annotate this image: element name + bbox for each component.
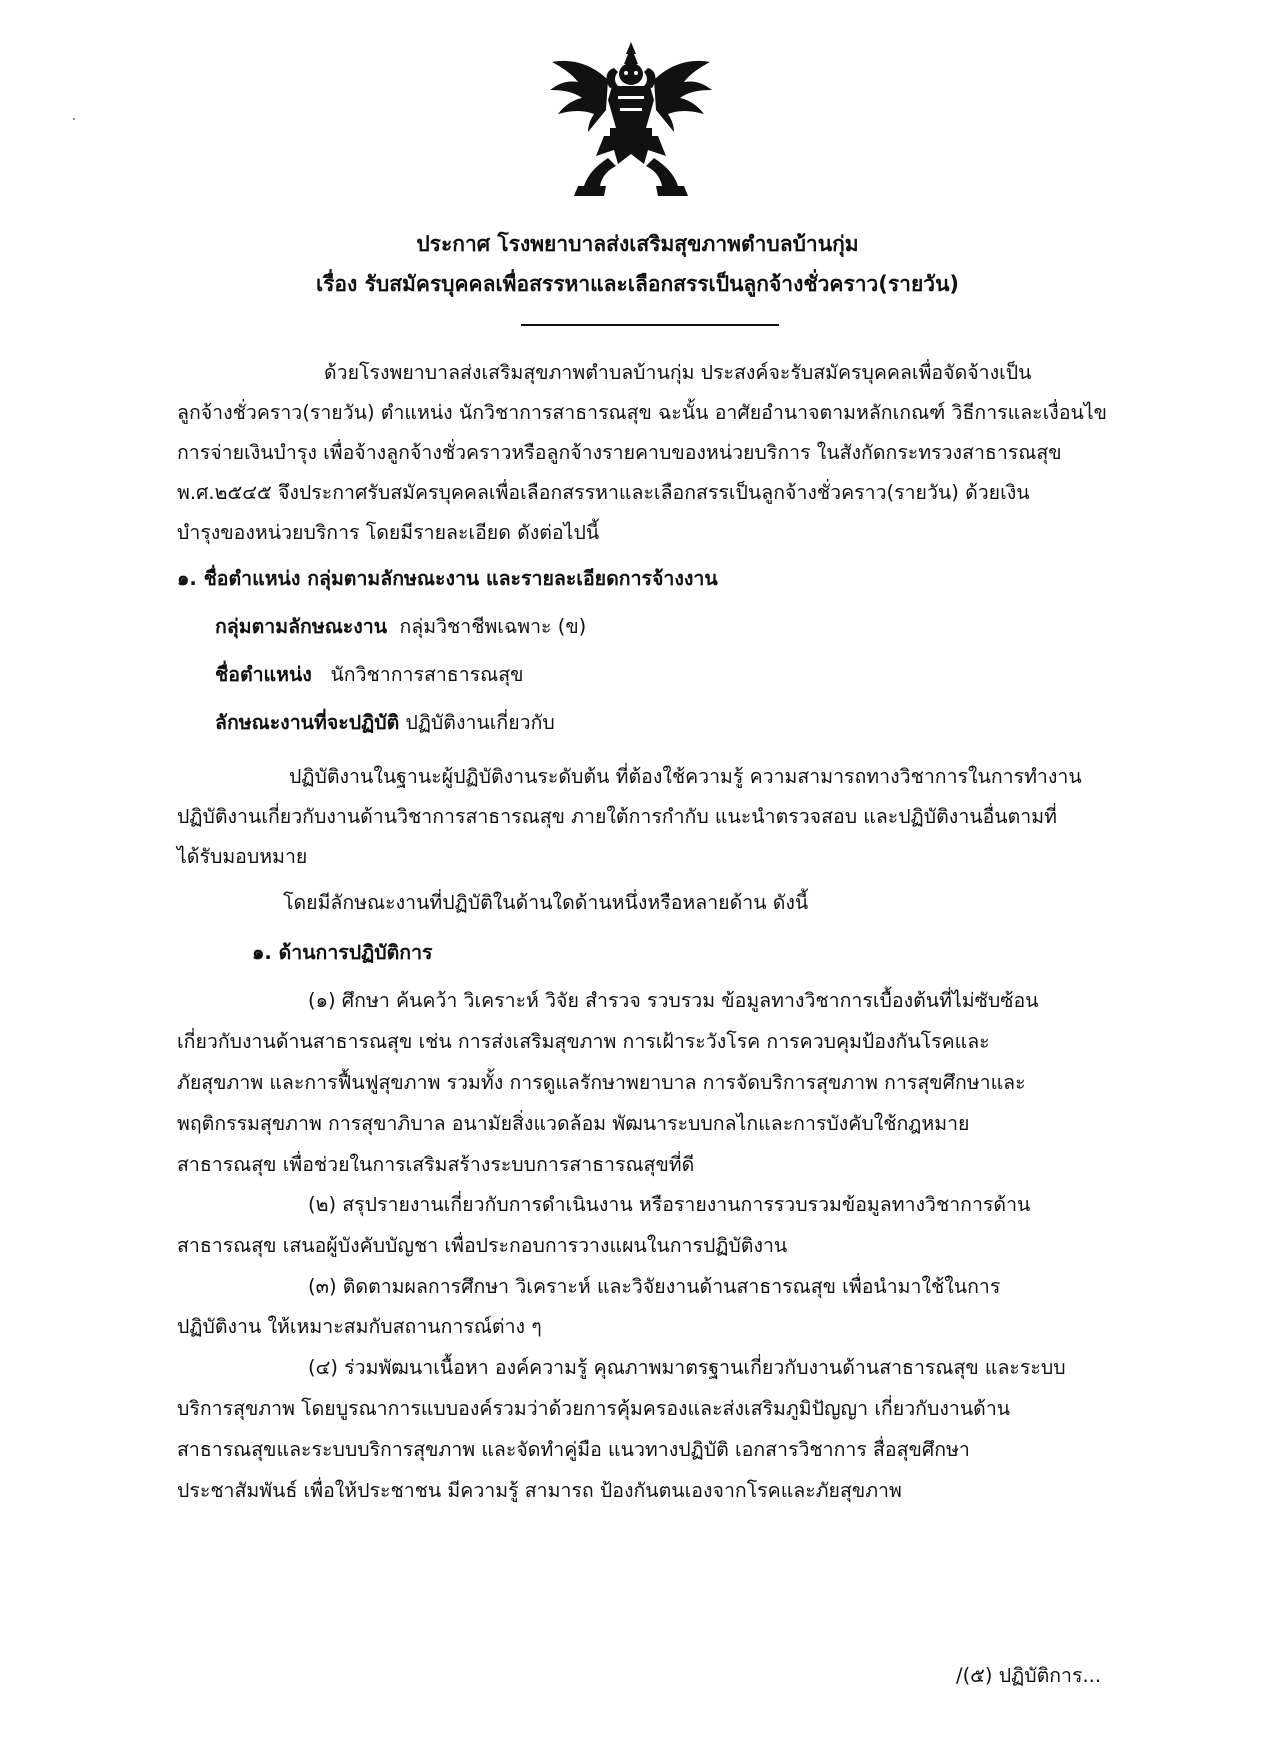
duty-desc-line: ปฏิบัติงานเกี่ยวกับงานด้านวิชาการสาธารณสุข ภายใต้การกำกับ แนะนำตรวจสอบ และปฏิบัติงานอื่นตามที่: [177, 805, 1057, 828]
duty-row: [215, 712, 555, 734]
intro-line: พ.ศ.๒๕๔๕ จึงประกาศรับสมัครบุคคลเพื่อเลือกสรรหาและเลือกสรรเป็นลูกจ้างชั่วคราว(รายวัน) ด้วยเงิน: [177, 481, 1030, 504]
intro-line: ด้วยโรงพยาบาลส่งเสริมสุขภาพตำบลบ้านกุ่ม ประสงค์จะรับสมัครบุคคลเพื่อจัดจ้างเป็น: [324, 361, 1032, 384]
group-value: กลุ่มวิชาชีพเฉพาะ (ข): [399, 615, 587, 638]
duty-desc-line: ได้รับมอบหมาย: [177, 845, 308, 868]
item-line: (๓) ติดตามผลการศึกษา วิเคราะห์ และวิจัยงานด้านสาธารณสุข เพื่อนำมาใช้ในการ: [308, 1275, 1001, 1298]
group-label: กลุ่มตามลักษณะงาน: [215, 615, 388, 638]
item-line: สาธารณสุข เพื่อช่วยในการเสริมสร้างระบบการสาธารณสุขที่ดี: [177, 1153, 695, 1176]
intro-line: ลูกจ้างชั่วคราว(รายวัน) ตำแหน่ง นักวิชาการสาธารณสุข ฉะนั้น อาศัยอำนาจตามหลักเกณฑ์ วิธีการและเงื่อนไข: [177, 401, 1107, 424]
item-line: บริการสุขภาพ โดยบูรณาการแบบองค์รวมว่าด้วยการคุ้มครองและส่งเสริมภูมิปัญญา เกี่ยวกับงานด้าน: [177, 1397, 1011, 1420]
next-page-indicator: /(๕) ปฏิบัติการ...: [956, 1664, 1102, 1687]
intro-line: การจ่ายเงินบำรุง เพื่อจ้างลูกจ้างชั่วคราวหรือลูกจ้างรายคาบของหน่วยบริการ ในสังกัดกระทรวงสาธารณสุข: [177, 441, 1062, 464]
announcement-title: ประกาศ โรงพยาบาลส่งเสริมสุขภาพตำบลบ้านกุ่ม: [416, 232, 859, 256]
duty-value: ปฏิบัติงานเกี่ยวกับ: [405, 711, 555, 734]
item-line: สาธารณสุขและระบบบริการสุขภาพ และจัดทำคู่มือ แนวทางปฏิบัติ เอกสารวิชาการ สื่อสุขศึกษา: [177, 1438, 970, 1461]
header-divider: [521, 324, 779, 326]
item-line: ประชาสัมพันธ์ เพื่อให้ประชาชน มีความรู้ สามารถ ป้องกันตนเองจากโรคและภัยสุขภาพ: [177, 1479, 902, 1502]
position-row: [215, 664, 523, 686]
item-line: (๔) ร่วมพัฒนาเนื้อหา องค์ความรู้ คุณภาพมาตรฐานเกี่ยวกับงานด้านสาธารณสุข และระบบ: [308, 1356, 1066, 1379]
garuda-emblem-icon: [548, 40, 714, 198]
item-line: สาธารณสุข เสนอผู้บังคับบัญชา เพื่อประกอบการวางแผนในการปฏิบัติงาน: [177, 1234, 788, 1257]
item-line: พฤติกรรมสุขภาพ การสุขาภิบาล อนามัยสิ่งแวดล้อม พัฒนาระบบกลไกและการบังคับใช้กฎหมาย: [177, 1112, 970, 1135]
group-row: [215, 616, 586, 638]
item-line: ภัยสุขภาพ และการฟื้นฟูสุขภาพ รวมทั้ง การดูแลรักษาพยาบาล การจัดบริการสุขภาพ การสุขศึกษาและ: [177, 1071, 1026, 1094]
subsection-heading: ๑. ด้านการปฏิบัติการ: [252, 941, 433, 964]
position-label: ชื่อตำแหน่ง: [215, 663, 312, 686]
scope-intro: โดยมีลักษณะงานที่ปฏิบัติในด้านใดด้านหนึ่งหรือหลายด้าน ดังนี้: [283, 891, 809, 914]
announcement-subject: เรื่อง รับสมัครบุคคลเพื่อสรรหาและเลือกสรรเป็นลูกจ้างชั่วคราว(รายวัน): [315, 272, 960, 296]
section-heading: ๑. ชื่อตำแหน่ง กลุ่มตามลักษณะงาน และรายละเอียดการจ้างงาน: [177, 567, 718, 590]
item-line: เกี่ยวกับงานด้านสาธารณสุข เช่น การส่งเสริมสุขภาพ การเฝ้าระวังโรค การควบคุมป้องกันโรคและ: [177, 1030, 990, 1053]
intro-line: บำรุงของหน่วยบริการ โดยมีรายละเอียด ดังต่อไปนี้: [177, 521, 600, 544]
item-line: ปฏิบัติงาน ให้เหมาะสมกับสถานการณ์ต่าง ๆ: [177, 1315, 542, 1338]
item-line: (๒) สรุปรายงานเกี่ยวกับการดำเนินงาน หรือรายงานการรวบรวมข้อมูลทางวิชาการด้าน: [308, 1193, 1031, 1216]
position-value: นักวิชาการสาธารณสุข: [330, 663, 524, 686]
duty-label: ลักษณะงานที่จะปฏิบัติ: [215, 711, 400, 734]
duty-desc-line: ปฏิบัติงานในฐานะผู้ปฏิบัติงานระดับต้น ที่ต้องใช้ความรู้ ความสามารถทางวิชาการในการทำงาน: [289, 765, 1082, 788]
scan-speck: [73, 118, 75, 120]
item-line: (๑) ศึกษา ค้นคว้า วิเคราะห์ วิจัย สำรวจ รวบรวม ข้อมูลทางวิชาการเบื้องต้นที่ไม่ซับซ้อน: [308, 989, 1039, 1012]
